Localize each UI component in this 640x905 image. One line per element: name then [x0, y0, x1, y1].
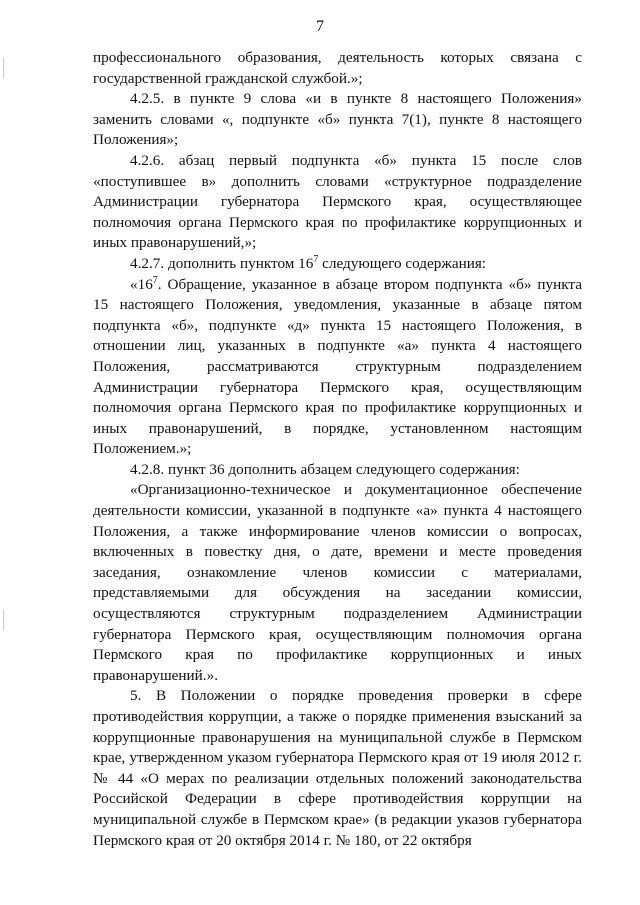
paragraph-text: 4.2.7. дополнить пунктом 16 — [130, 254, 314, 272]
scan-edge-mark — [3, 610, 4, 630]
paragraph-text: «16 — [130, 275, 153, 293]
paragraph-16-7 — [93, 275, 582, 460]
paragraph-4-2-7 — [93, 254, 582, 275]
paragraph-text: следующего содержания: — [318, 254, 487, 272]
paragraph-quoted-addition: «Организационно-техническое и документационное обеспечение деятельности комиссии, указанной в подпункте «а» пункта 4 настоящего Положения, а также информирование членов комиссии о вопросах, включенных в повестку дня, о дате, времени и месте проведения заседания, ознакомление членов комиссии с материалами, представляемыми для обсуждения на заседании комиссии, осуществляются структурным подразделением Администрации губернатора Пермского края, осуществляющим полномочия органа Пермского края по профилактике коррупционных и иных правонарушений.». — [93, 481, 582, 684]
paragraph-continuation: профессионального образования, деятельность которых связана с государственной гражданской службой.»; — [93, 49, 582, 87]
paragraph-4-2-6: 4.2.6. абзац первый подпункта «б» пункта 15 после слов «поступившее в» дополнить словами «структурное подразделение Администрации губернатора Пермского края, осуществляющее полномочия органа Пермского края по профилактике коррупционных и иных правонарушений,»; — [93, 151, 582, 252]
document-body — [93, 48, 582, 851]
paragraph-4-2-8: 4.2.8. пункт 36 дополнить абзацем следующего содержания: — [130, 460, 520, 478]
superscript: 7 — [313, 253, 319, 265]
paragraph-4-2-5: 4.2.5. в пункте 9 слова «и в пункте 8 настоящего Положения» заменить словами «, подпункте «б» пункта 7(1), пункте 8 настоящего Положения»; — [93, 90, 582, 149]
superscript: 7 — [152, 274, 158, 286]
scan-edge-mark — [3, 58, 4, 78]
paragraph-text: . Обращение, указанное в абзаце втором подпункта «б» пункта 15 настоящего Положения, уведомления, указанные в абзаце пятом подпункта «б», подпункте «д» пункта 15 настоящего Положения, в отношении лиц, указанных в подпункте «а» пункта 4 настоящего Положения, рассматриваются структурным подразделением Администрации губернатора Пермского края, осуществляющим полномочия органа Пермского края по профилактике коррупционных и иных правонарушений, в порядке, установленном настоящим Положением.»; — [93, 275, 582, 458]
page-number: 7 — [316, 18, 324, 35]
paragraph-5: 5. В Положении о порядке проведения проверки в сфере противодействия коррупции, а также о порядке применения взысканий за коррупционные правонарушения на муниципальной службе в Пермском крае, утвержденном указом губернатора Пермского края от 19 июля 2012 г. № 44 «О мерах по реализации отдельных положений законодательства Российской Федерации в сфере противодействия коррупции на муниципальной службе в Пермском крае» (в редакции указов губернатора Пермского края от 20 октября 2014 г. № 180, от 22 октября — [93, 687, 582, 849]
